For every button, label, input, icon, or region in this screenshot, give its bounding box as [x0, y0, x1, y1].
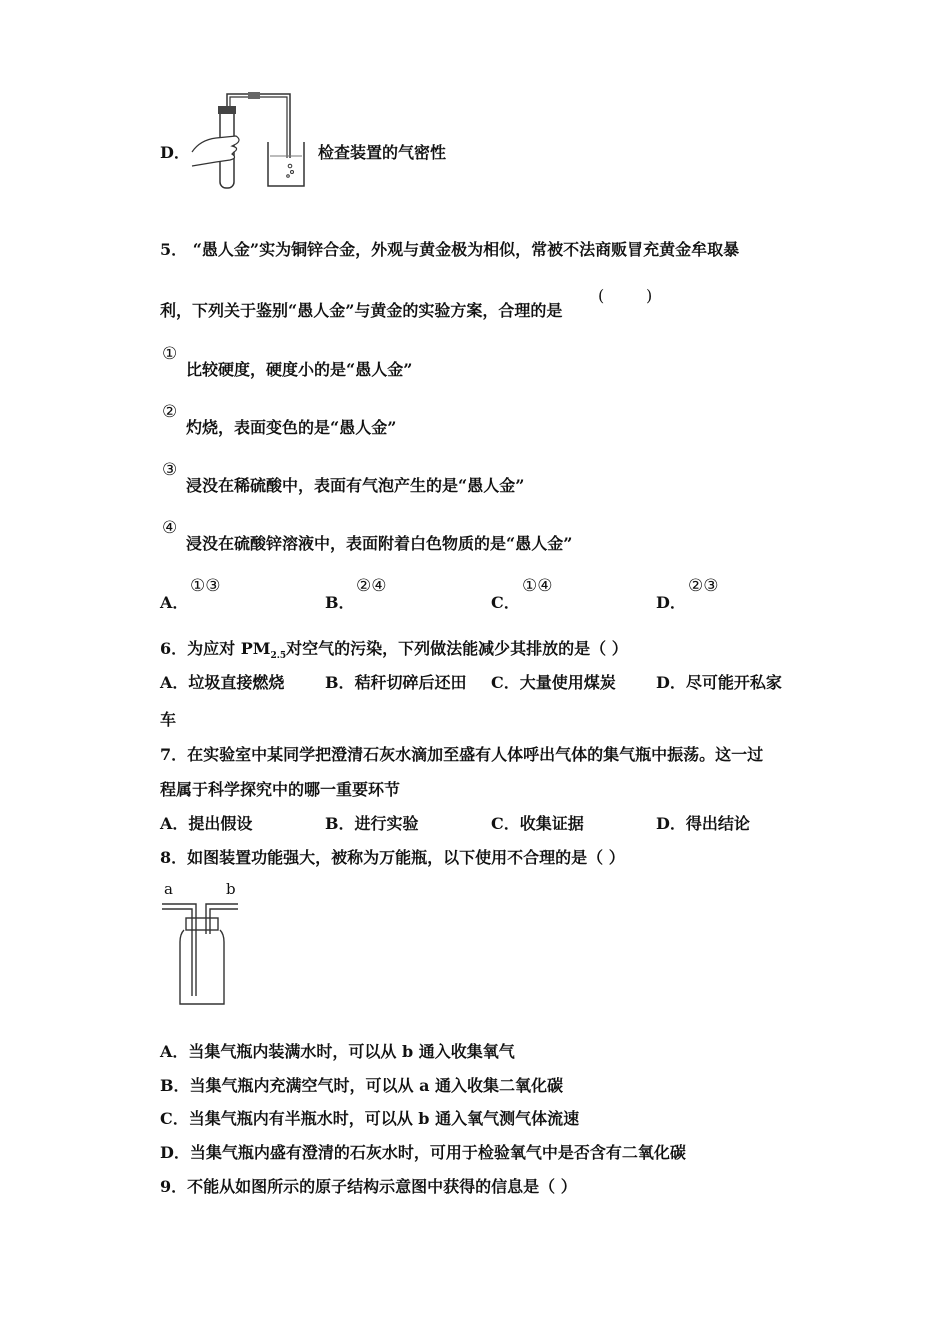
statement-marker: ③	[162, 460, 178, 480]
statement-text: 比较硬度，硬度小的是“愚人金”	[186, 360, 413, 379]
option-text: 检查装置的气密性	[318, 143, 447, 162]
option-a: A．垃圾直接燃烧	[160, 673, 285, 692]
option-c: C．大量使用煤炭	[491, 673, 616, 692]
option-d: D．得出结论	[656, 814, 750, 833]
q9-stem: 9．不能从如图所示的原子结构示意图中获得的信息是（ ）	[160, 1177, 577, 1196]
option-b: B．当集气瓶内充满空气时，可以从 a 通入收集二氧化碳	[160, 1076, 564, 1095]
option-b: B．进行实验	[325, 814, 419, 833]
option-label: A．	[160, 593, 189, 612]
option-label: B．	[325, 593, 355, 612]
option-d-wrap: 车	[160, 710, 177, 729]
statement-text: 灼烧，表面变色的是“愚人金”	[186, 418, 397, 437]
q7-stem-line2: 程属于科学探究中的哪一重要环节	[160, 780, 401, 799]
option-c: C．收集证据	[491, 814, 584, 833]
q5-stem-line2: 利，下列关于鉴别“愚人金”与黄金的实验方案，合理的是	[160, 301, 563, 320]
port-b-label: b	[226, 880, 236, 898]
option-d: D．尽可能开私家	[656, 673, 782, 692]
statement-marker: ④	[162, 518, 178, 538]
statement-text: 浸没在硫酸锌溶液中，表面附着白色物质的是“愚人金”	[186, 534, 573, 553]
option-label: D．	[656, 593, 686, 612]
option-value: ①④	[522, 576, 553, 596]
q5-stem-line1: 5． “愚人金”实为铜锌合金，外观与黄金极为相似，常被不法商贩冒充黄金牟取暴	[160, 240, 740, 259]
option-a: A．当集气瓶内装满水时，可以从 b 通入收集氧气	[160, 1042, 515, 1061]
port-a-label: a	[164, 880, 173, 898]
option-value: ②④	[356, 576, 387, 596]
statement-marker: ②	[162, 402, 178, 422]
option-d: D．当集气瓶内盛有澄清的石灰水时，可用于检验氧气中是否含有二氧化碳	[160, 1143, 686, 1162]
statement-text: 浸没在稀硫酸中，表面有气泡产生的是“愚人金”	[186, 476, 525, 495]
option-c: C．当集气瓶内有半瓶水时，可以从 b 通入氧气测气体流速	[160, 1109, 580, 1128]
option-value: ①③	[190, 576, 221, 596]
option-a: A．提出假设	[160, 814, 253, 833]
statement-marker: ①	[162, 344, 178, 364]
answer-blank-open: (	[598, 286, 605, 305]
option-label: C．	[491, 593, 520, 612]
airtightness-apparatus-figure	[186, 88, 306, 192]
q8-stem: 8．如图装置功能强大，被称为万能瓶，以下使用不合理的是（ ）	[160, 848, 625, 867]
q7-stem-line1: 7．在实验室中某同学把澄清石灰水滴加至盛有人体呼出气体的集气瓶中振荡。这一过	[160, 745, 764, 764]
option-b: B．秸秆切碎后还田	[325, 673, 467, 692]
answer-blank-close: )	[646, 286, 653, 305]
option-value: ②③	[688, 576, 719, 596]
q6-stem: 6．为应对 $PM_{2.5}$对空气的污染，下列做法能减少其排放的是（ ）	[160, 639, 628, 662]
option-label: D．	[160, 143, 190, 162]
